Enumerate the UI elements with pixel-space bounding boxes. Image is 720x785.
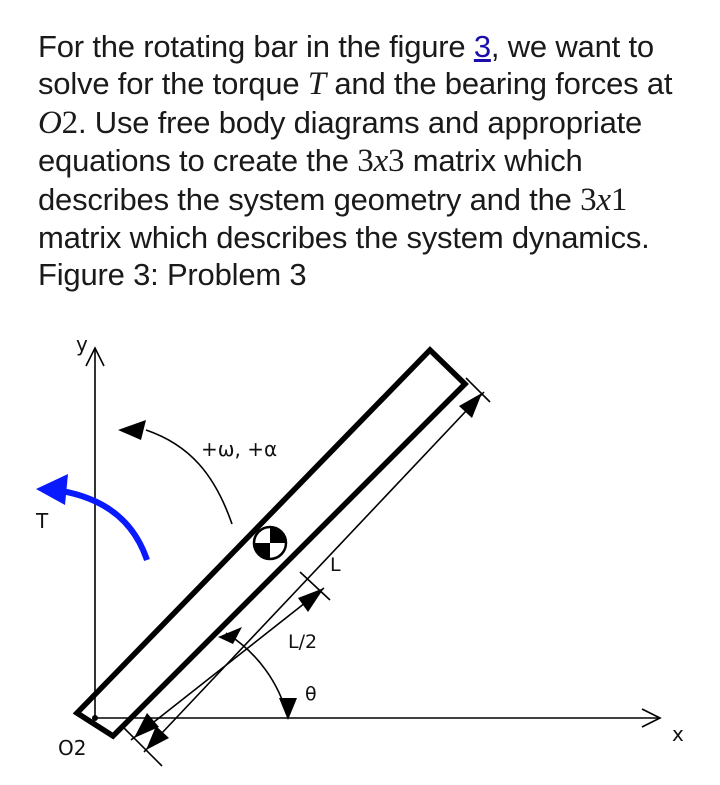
figure-caption: Figure 3: Problem 3 xyxy=(38,257,307,293)
figure-reference-link[interactable]: 3 xyxy=(473,29,491,64)
problem-text-3: and the bearing forces at xyxy=(325,66,673,102)
problem-text-5: matrix which describes the system geometry and the xyxy=(38,143,583,217)
problem-statement xyxy=(38,28,688,294)
problem-text-4: . Use free body diagrams and appropriate equations to create the xyxy=(38,104,643,179)
torque-label: T xyxy=(36,509,49,533)
rotation-arrowhead xyxy=(118,420,146,440)
length-label: L xyxy=(330,554,341,576)
matrix-a-cols: 3 xyxy=(387,143,405,180)
bearing-variable-index: 2 xyxy=(61,104,78,141)
matrix-b-rows: 3 xyxy=(580,181,597,218)
problem-text-6: matrix which describes the system dynamics. xyxy=(38,220,650,256)
rotation-label: +ω, +α xyxy=(201,437,278,461)
problem-text-2: , we want to solve for the torque xyxy=(38,29,654,102)
pivot-label: O2 xyxy=(58,736,87,760)
torque-arrow xyxy=(62,491,147,560)
y-axis-label: y xyxy=(76,332,88,356)
angle-label: θ xyxy=(305,683,317,705)
matrix-a-times: x xyxy=(373,143,388,180)
matrix-a-rows: 3 xyxy=(357,143,374,180)
half-length-label: L/2 xyxy=(288,631,318,653)
matrix-b-cols: 1 xyxy=(610,181,628,218)
bearing-variable: O xyxy=(38,104,62,141)
x-axis-label: x xyxy=(672,722,684,746)
problem-text-1: For the rotating bar in the figure xyxy=(38,29,474,64)
angle-arc xyxy=(226,633,288,718)
angle-arrowhead-bottom xyxy=(279,698,297,720)
matrix-b-times: x xyxy=(596,181,611,218)
center-of-mass-symbol xyxy=(254,527,286,559)
torque-variable: T xyxy=(307,66,326,103)
torque-arrowhead xyxy=(36,474,68,505)
rotating-bar-diagram xyxy=(0,320,720,785)
pivot-point xyxy=(92,715,98,721)
